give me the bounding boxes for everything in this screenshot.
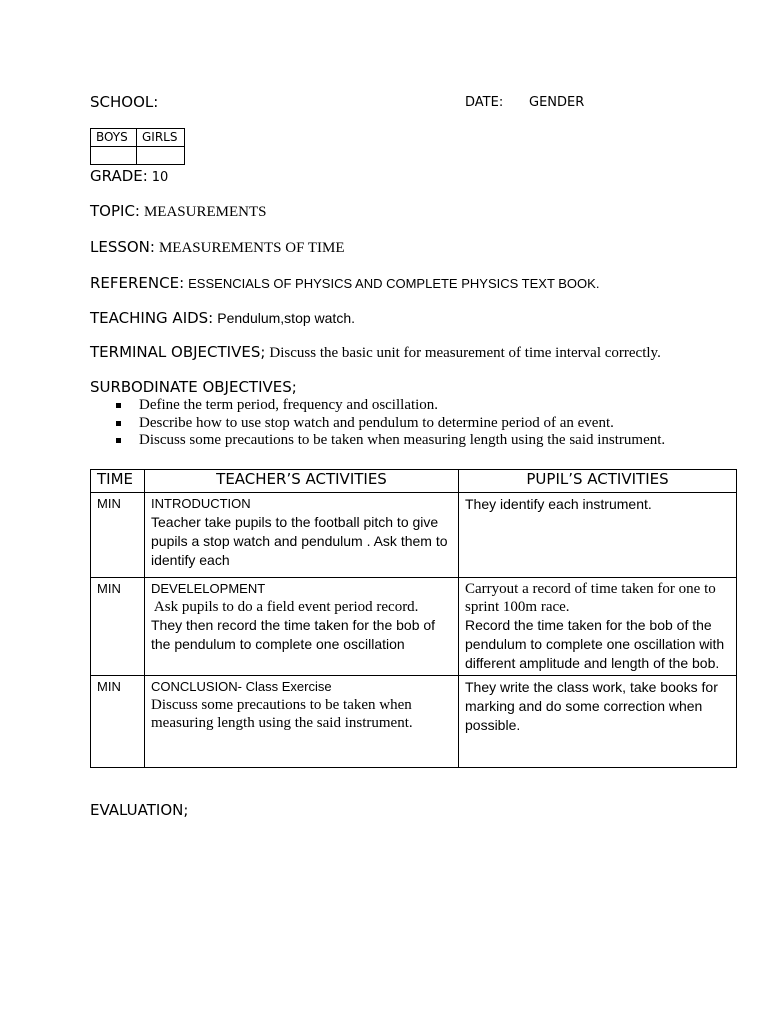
teacher-activities-header: TEACHER’S ACTIVITIES xyxy=(145,470,459,493)
topic-label: TOPIC: xyxy=(90,202,140,220)
grade-line xyxy=(90,167,168,186)
time-cell: MIN xyxy=(91,676,145,768)
time-cell: MIN xyxy=(91,578,145,676)
grade-label: GRADE: xyxy=(90,167,148,185)
table-row xyxy=(91,578,737,676)
pupil-cell: They identify each instrument. xyxy=(459,493,737,578)
lesson-value: MEASUREMENTS OF TIME xyxy=(158,240,345,256)
objective-item: Describe how to use stop watch and pendulum to determine period of an event. xyxy=(116,415,665,433)
bullet-icon xyxy=(116,403,121,408)
gender-table xyxy=(90,128,185,165)
grade-value: 10 xyxy=(151,170,169,185)
objective-item: Discuss some precautions to be taken when measuring length using the said instrument. xyxy=(116,432,665,450)
teacher-cell-title: DEVELELOPMENT xyxy=(151,581,266,596)
boys-header: BOYS xyxy=(91,129,137,147)
terminal-objectives-value: Discuss the basic unit for measurement of time interval correctly. xyxy=(269,345,661,361)
teacher-cell-title: INTRODUCTION xyxy=(151,496,251,511)
lesson-line xyxy=(90,238,345,257)
lesson-label: LESSON: xyxy=(90,238,155,256)
teaching-aids-line xyxy=(90,309,355,328)
reference-line xyxy=(90,274,599,293)
topic-line xyxy=(90,202,266,221)
teaching-aids-label: TEACHING AIDS: xyxy=(90,309,214,327)
subordinate-objectives-label: SURBODINATE OBJECTIVES; xyxy=(90,378,297,396)
evaluation-label: EVALUATION; xyxy=(90,801,189,819)
teacher-cell-body: Discuss some precautions to be taken when measuring length using the said instrument. xyxy=(151,697,413,731)
teacher-cell-body: Teacher take pupils to the football pitch to give pupils a stop watch and pendulum . Ask them to identify each xyxy=(151,514,448,568)
pupil-cell-body: Record the time taken for the bob of the pendulum to complete one oscillation with different amplitude and length of the bob. xyxy=(465,617,725,671)
activities-table xyxy=(90,469,737,768)
terminal-objectives-label: TERMINAL OBJECTIVES; xyxy=(90,343,266,361)
teacher-cell-body: They then record the time taken for the bob of the pendulum to complete one oscillation xyxy=(151,617,436,652)
objective-item: Define the term period, frequency and oscillation. xyxy=(116,397,665,415)
gender-label: GENDER xyxy=(529,95,585,110)
bullet-icon xyxy=(116,438,121,443)
pupil-cell: They write the class work, take books for marking and do some correction when possible. xyxy=(459,676,737,768)
teacher-cell xyxy=(145,578,459,676)
girls-header: GIRLS xyxy=(137,129,185,147)
subordinate-objectives-list xyxy=(116,397,665,450)
date-label: DATE: xyxy=(465,95,504,110)
pupil-cell-line: Carryout a record of time taken for one to sprint 100m race. xyxy=(465,581,716,615)
teacher-cell xyxy=(145,493,459,578)
terminal-objectives-line xyxy=(90,343,661,362)
reference-label: REFERENCE: xyxy=(90,274,185,292)
pupil-activities-header: PUPIL’S ACTIVITIES xyxy=(459,470,737,493)
bullet-icon xyxy=(116,421,121,426)
reference-value: ESSENCIALS OF PHYSICS AND COMPLETE PHYSICS TEXT BOOK. xyxy=(188,276,600,291)
time-cell: MIN xyxy=(91,493,145,578)
teacher-cell xyxy=(145,676,459,768)
table-row xyxy=(91,676,737,768)
teaching-aids-value: Pendulum,stop watch. xyxy=(217,310,355,326)
table-row xyxy=(91,493,737,578)
boys-cell xyxy=(91,147,137,165)
teacher-cell-title: CONCLUSION- Class Exercise xyxy=(151,679,332,694)
pupil-cell xyxy=(459,578,737,676)
topic-value: MEASUREMENTS xyxy=(143,204,267,220)
school-label: SCHOOL: xyxy=(90,93,159,111)
table-header-row xyxy=(91,470,737,493)
girls-cell xyxy=(137,147,185,165)
teacher-cell-line: Ask pupils to do a field event period record. xyxy=(151,599,419,615)
time-header: TIME xyxy=(91,470,145,493)
